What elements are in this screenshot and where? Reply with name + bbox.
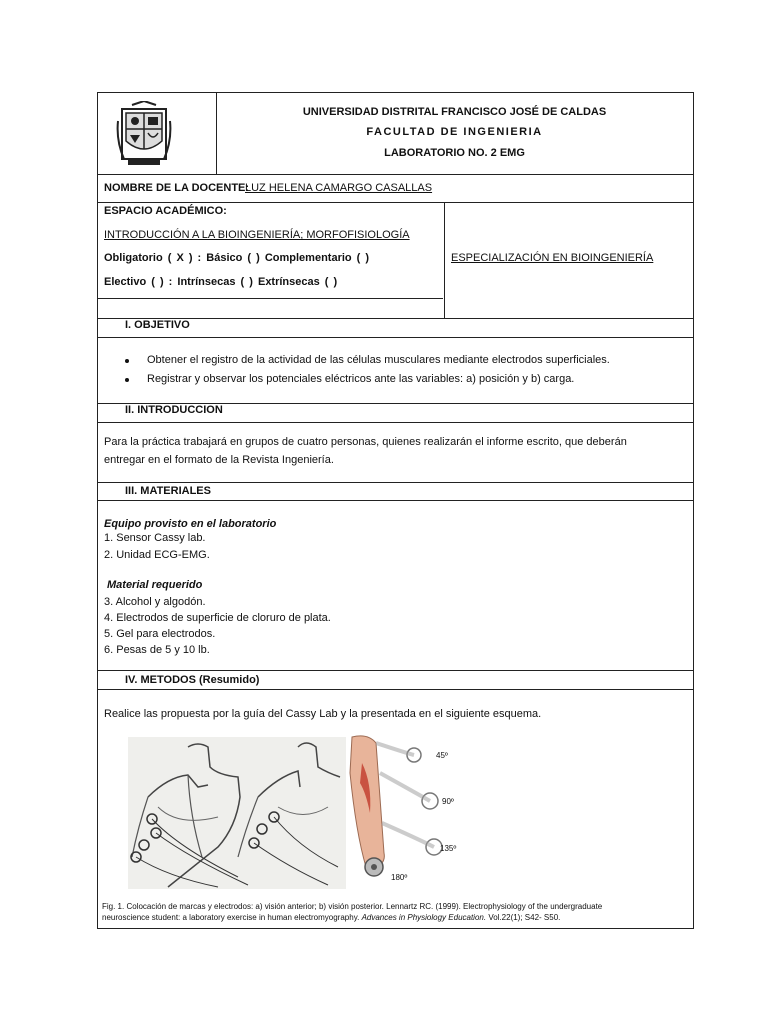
caption-volume: Vol.22(1); S42- S50. bbox=[488, 913, 561, 922]
row-divider bbox=[98, 670, 693, 671]
course-type-line: Obligatorio ( X ) : Básico ( ) Complementario ( ) bbox=[104, 252, 370, 264]
angle-label: 45º bbox=[436, 751, 448, 760]
journal-name: Advances in Physiology Education. bbox=[361, 913, 487, 922]
program-name: ESPECIALIZACIÓN EN BIOINGENIERÍA bbox=[451, 252, 654, 264]
material-item: 3. Alcohol y algodón. bbox=[104, 596, 206, 608]
bullet bbox=[125, 378, 129, 382]
intro-line: entregar en el formato de la Revista Ingeniería. bbox=[104, 454, 334, 466]
figure-caption-line-2 bbox=[102, 912, 560, 923]
teacher-name: LUZ HELENA CAMARGO CASALLAS bbox=[245, 182, 433, 194]
elective-type-line: Electivo ( ) : Intrínsecas ( ) Extrínsecas ( ) bbox=[104, 276, 338, 288]
section-title-methods: IV. METODOS (Resumido) bbox=[125, 674, 260, 686]
required-material-title: Material requerido bbox=[107, 579, 203, 591]
teacher-label: NOMBRE DE LA DOCENTE: bbox=[104, 182, 250, 194]
objective-item: Registrar y observar los potenciales eléctricos ante las variables: a) posición y b) carga. bbox=[147, 373, 575, 385]
figure-caption-line: Fig. 1. Colocación de marcas y electrodos: a) visión anterior; b) visión posterior. Lennartz RC. (1999). Electrophysiology of the undergraduate bbox=[102, 902, 603, 911]
lab-title: LABORATORIO NO. 2 EMG bbox=[384, 147, 525, 159]
row-divider bbox=[98, 174, 693, 175]
methods-text: Realice las propuesta por la guía del Cassy Lab y la presentada en el siguiente esquema. bbox=[104, 708, 542, 720]
academic-label: ESPACIO ACADÉMICO: bbox=[104, 205, 227, 217]
academic-divider bbox=[444, 202, 445, 318]
course-name: INTRODUCCIÓN A LA BIOINGENIERÍA; MORFOFISIOLOGÍA bbox=[104, 229, 410, 241]
electrode-placement-figure bbox=[128, 737, 346, 889]
university-name: UNIVERSIDAD DISTRITAL FRANCISCO JOSÉ DE CALDAS bbox=[302, 106, 607, 118]
lab-guide-form bbox=[97, 92, 694, 929]
row-divider bbox=[98, 337, 693, 338]
row-divider bbox=[98, 689, 693, 690]
angle-label: 135º bbox=[440, 844, 457, 853]
material-item: 5. Gel para electrodos. bbox=[104, 628, 216, 640]
objective-item: Obtener el registro de la actividad de las células musculares mediante electrodos superficiales. bbox=[147, 354, 610, 366]
row-divider bbox=[98, 422, 693, 423]
section-title-materials: III. MATERIALES bbox=[125, 485, 211, 497]
bullet bbox=[125, 359, 129, 363]
material-item: 6. Pesas de 5 y 10 lb. bbox=[104, 644, 210, 656]
angle-label: 180º bbox=[391, 873, 408, 882]
row-divider bbox=[98, 298, 443, 299]
caption-text: neuroscience student: a laboratory exercise in human electromyography. bbox=[102, 913, 360, 922]
row-divider bbox=[98, 202, 693, 203]
angle-label: 90º bbox=[442, 797, 454, 806]
material-item: 4. Electrodos de superficie de cloruro de plata. bbox=[104, 612, 331, 624]
row-divider bbox=[98, 500, 693, 501]
faculty-name: FACULTAD DE INGENIERIA bbox=[366, 126, 543, 138]
intro-line: Para la práctica trabajará en grupos de cuatro personas, quienes realizarán el informe escrito, que deberán bbox=[104, 436, 627, 448]
material-item: 2. Unidad ECG-EMG. bbox=[104, 549, 210, 561]
material-item: 1. Sensor Cassy lab. bbox=[104, 532, 206, 544]
row-divider bbox=[98, 482, 693, 483]
university-logo bbox=[116, 101, 172, 167]
section-title-intro: II. INTRODUCCION bbox=[125, 404, 223, 416]
provided-equipment-title: Equipo provisto en el laboratorio bbox=[104, 518, 277, 530]
section-title-objective: I. OBJETIVO bbox=[125, 319, 190, 331]
